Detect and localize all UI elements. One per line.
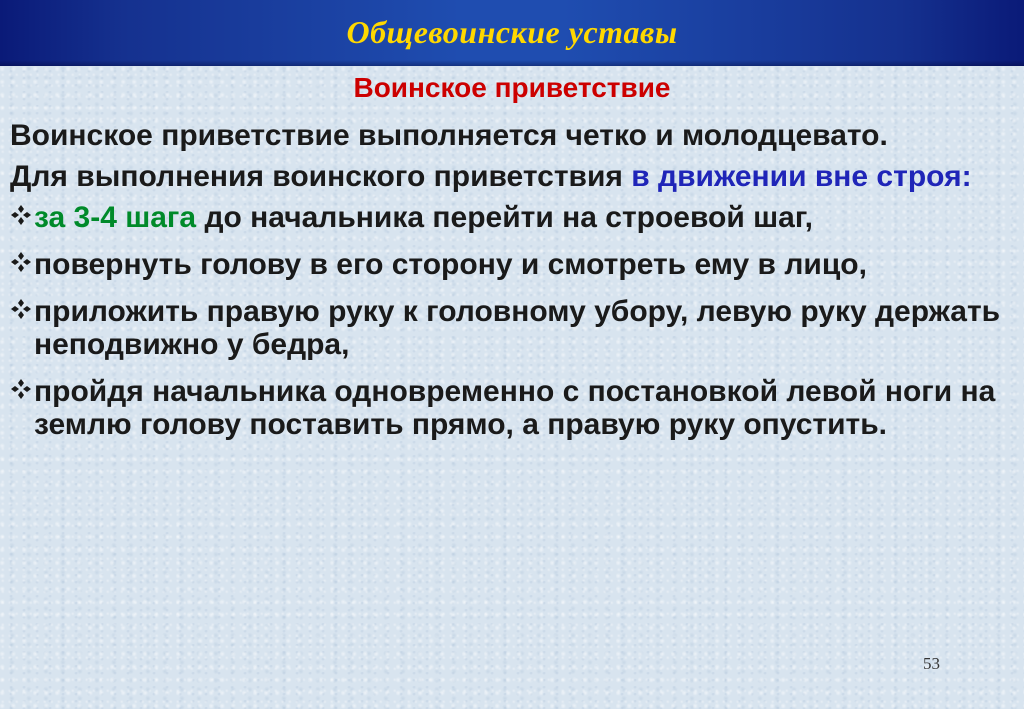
header-bar	[0, 0, 1024, 66]
diamond-bullet-icon	[10, 298, 32, 320]
paragraph-instruction	[10, 160, 1005, 193]
bullet-text: пройдя начальника одновременно с постановкой левой ноги на землю голову поставить прямо, а правую руку опустить.	[34, 375, 996, 441]
paragraph-highlight: в движении вне строя:	[631, 160, 972, 193]
diamond-bullet-icon	[10, 378, 32, 400]
bullet-text: до начальника перейти на строевой шаг,	[196, 201, 814, 234]
slide-content	[10, 119, 1005, 455]
diamond-bullet-icon	[10, 204, 32, 226]
paragraph-intro	[10, 119, 1005, 152]
slide-title: Общевоинские уставы	[346, 14, 678, 50]
paragraph-text: Воинское приветствие выполняется четко и молодцевато.	[10, 119, 888, 152]
bullet-item	[10, 248, 1005, 281]
page-number: 53	[923, 654, 940, 673]
bullet-text: приложить правую руку к головному убору, левую руку держать неподвижно у бедра,	[34, 295, 1001, 361]
paragraph-text: Для выполнения воинского приветствия	[10, 160, 632, 193]
diamond-bullet-icon	[10, 251, 32, 273]
bullet-item	[10, 201, 1005, 234]
bullet-item	[10, 375, 1005, 441]
bullet-highlight: за 3-4 шага	[34, 201, 197, 234]
bullet-text: повернуть голову в его сторону и смотреть ему в лицо,	[34, 248, 867, 281]
slide-subtitle: Воинское приветствие	[353, 72, 671, 103]
bullet-item	[10, 295, 1005, 361]
